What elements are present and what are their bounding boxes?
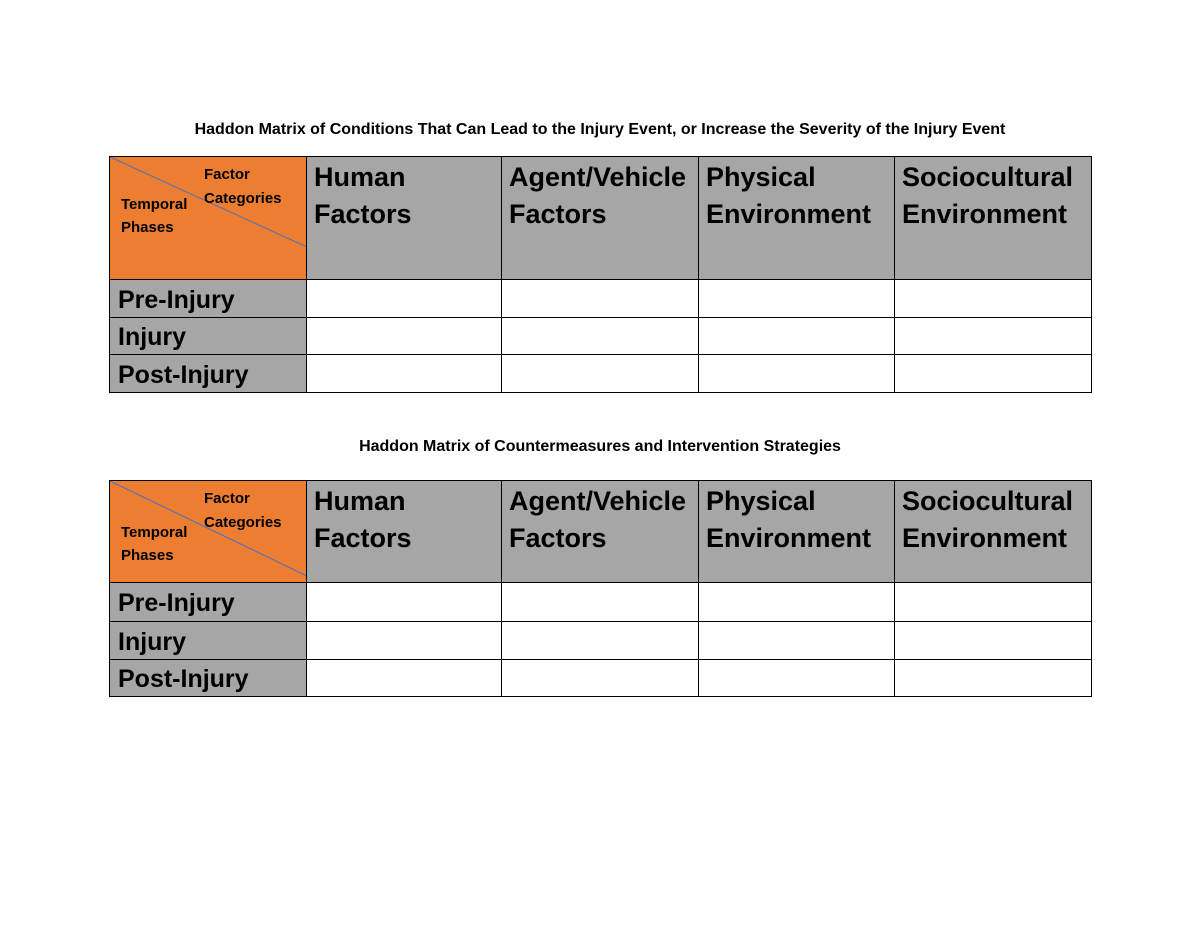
haddon-matrix-countermeasures <box>109 480 1092 697</box>
matrix-cell[interactable] <box>895 622 1092 660</box>
row-header-post-injury: Post-Injury <box>110 355 307 393</box>
matrix-cell[interactable] <box>502 318 699 355</box>
column-header-physical-environment: Physical Environment <box>699 157 895 280</box>
matrix-cell[interactable] <box>895 355 1092 393</box>
matrix-cell[interactable] <box>502 355 699 393</box>
column-header-human-factors: Human Factors <box>307 157 502 280</box>
column-header-agent-vehicle-factors: Agent/Vehicle Factors <box>502 481 699 583</box>
matrix-title-conditions: Haddon Matrix of Conditions That Can Lead to the Injury Event, or Increase the Severity of the Injury Event <box>194 121 1006 138</box>
column-header-human-factors: Human Factors <box>307 481 502 583</box>
matrix-cell[interactable] <box>895 660 1092 697</box>
matrix-cell[interactable] <box>307 660 502 697</box>
matrix-cell[interactable] <box>307 280 502 318</box>
haddon-matrix-conditions <box>109 156 1092 393</box>
matrix-cell[interactable] <box>307 622 502 660</box>
column-header-physical-environment: Physical Environment <box>699 481 895 583</box>
matrix-cell[interactable] <box>502 660 699 697</box>
row-header-injury: Injury <box>110 622 307 660</box>
matrix-cell[interactable] <box>699 583 895 622</box>
column-header-sociocultural-environment: Sociocultural Environment <box>895 157 1092 280</box>
matrix-cell[interactable] <box>502 583 699 622</box>
matrix-cell[interactable] <box>502 280 699 318</box>
row-header-pre-injury: Pre-Injury <box>110 583 307 622</box>
row-header-pre-injury: Pre-Injury <box>110 280 307 318</box>
matrix-cell[interactable] <box>895 318 1092 355</box>
matrix-cell[interactable] <box>699 280 895 318</box>
matrix-cell[interactable] <box>699 355 895 393</box>
factor-categories-label: Factor Categories <box>204 490 282 531</box>
matrix-corner-cell <box>110 481 307 583</box>
temporal-phases-label: Temporal Phases <box>121 196 188 236</box>
matrix-cell[interactable] <box>502 622 699 660</box>
matrix-cell[interactable] <box>307 355 502 393</box>
matrix-cell[interactable] <box>699 622 895 660</box>
matrix-cell[interactable] <box>699 660 895 697</box>
row-header-post-injury: Post-Injury <box>110 660 307 697</box>
factor-categories-label: Factor Categories <box>204 166 282 207</box>
matrix-cell[interactable] <box>307 318 502 355</box>
matrix-corner-cell <box>110 157 307 280</box>
matrix-cell[interactable] <box>307 583 502 622</box>
row-header-injury: Injury <box>110 318 307 355</box>
matrix-cell[interactable] <box>895 280 1092 318</box>
matrix-title-countermeasures: Haddon Matrix of Countermeasures and Intervention Strategies <box>359 438 841 455</box>
temporal-phases-label: Temporal Phases <box>121 524 188 564</box>
matrix-cell[interactable] <box>895 583 1092 622</box>
column-header-agent-vehicle-factors: Agent/Vehicle Factors <box>502 157 699 280</box>
matrix-cell[interactable] <box>699 318 895 355</box>
column-header-sociocultural-environment: Sociocultural Environment <box>895 481 1092 583</box>
